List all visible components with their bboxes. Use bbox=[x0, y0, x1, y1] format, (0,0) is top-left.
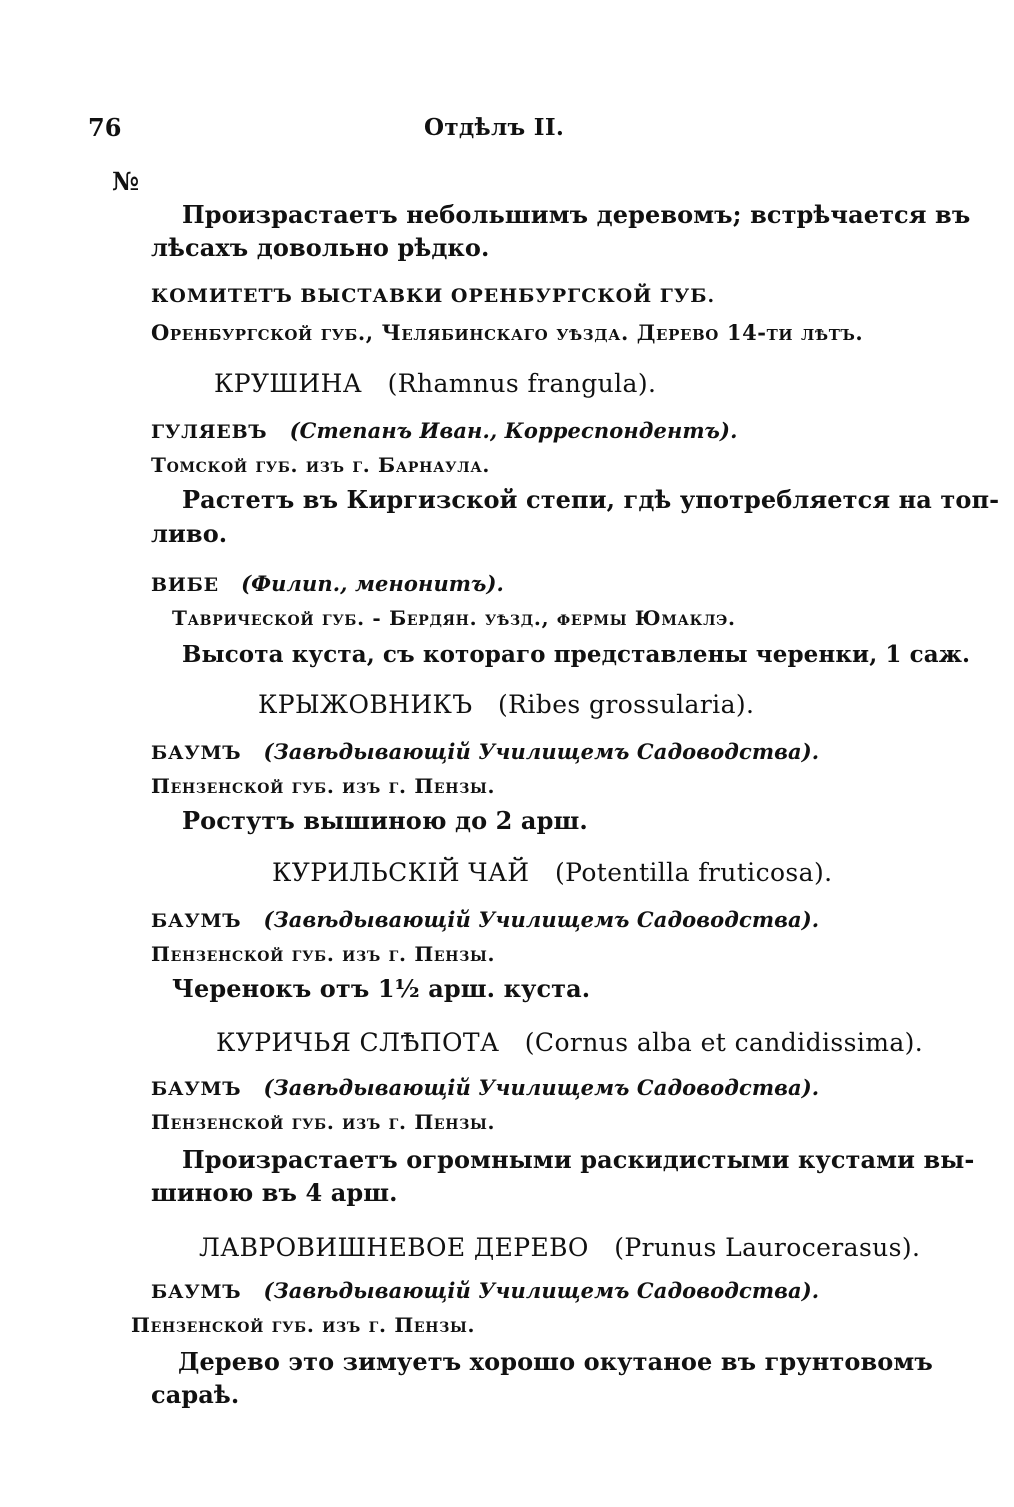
description-line-1: Произрастаетъ небольшимъ деревомъ; встрѣчается въ bbox=[182, 200, 971, 229]
donor-name: БАУМЪ bbox=[151, 910, 242, 932]
donor-guliaev bbox=[151, 420, 738, 442]
location-barnaul: Томской губ. изъ г. Барнаула. bbox=[151, 453, 491, 477]
location-penza-3: Пензенской губ. изъ г. Пензы. bbox=[151, 1110, 496, 1134]
heading-name: КРЫЖОВНИКЪ bbox=[258, 690, 473, 719]
entry-heading-krushina bbox=[214, 371, 656, 396]
description-kirghiz-line-1: Растетъ въ Киргизской степи, гдѣ употребляется на топ- bbox=[182, 485, 1000, 514]
heading-latin: (Potentilla fruticosa). bbox=[554, 858, 833, 887]
description-bush-height: Высота куста, съ котораго представлены черенки, 1 саж. bbox=[182, 641, 971, 668]
donor-note: (Степанъ Иван., Корреспондентъ). bbox=[289, 418, 738, 443]
donor-note: (Завѣдывающій Училищемъ Садоводства). bbox=[263, 739, 820, 764]
description-cutting: Черенокъ отъ 1½ арш. куста. bbox=[172, 974, 591, 1003]
location-penza-1: Пензенской губ. изъ г. Пензы. bbox=[151, 774, 496, 798]
page-number: 76 bbox=[88, 113, 122, 142]
donor-vibe bbox=[151, 573, 504, 595]
number-sign: № bbox=[112, 167, 140, 196]
entry-heading-laurel-cherry bbox=[199, 1235, 920, 1260]
description-laurel-line-1: Дерево это зимуетъ хорошо окутаное въ грунтовомъ bbox=[178, 1347, 933, 1376]
heading-name: КРУШИНА bbox=[214, 369, 363, 398]
heading-name: КУРИЛЬСКІЙ ЧАЙ bbox=[272, 858, 530, 887]
committee-donor: КОМИТЕТЪ ВЫСТАВКИ ОРЕНБУРГСКОЙ ГУБ. bbox=[151, 285, 716, 307]
heading-latin: (Rhamnus frangula). bbox=[387, 369, 657, 398]
donor-name: ГУЛЯЕВЪ bbox=[151, 421, 268, 443]
description-line-2: лѣсахъ довольно рѣдко. bbox=[151, 233, 490, 262]
description-cornus-line-2: шиною въ 4 арш. bbox=[151, 1178, 398, 1207]
heading-latin: (Cornus alba et candidissima). bbox=[524, 1028, 924, 1057]
location-penza-2: Пензенской губ. изъ г. Пензы. bbox=[151, 942, 496, 966]
section-title: Отдѣлъ II. bbox=[424, 114, 565, 141]
heading-name: КУРИЧЬЯ СЛѢПОТА bbox=[216, 1028, 500, 1057]
donor-name: БАУМЪ bbox=[151, 1078, 242, 1100]
donor-note: (Завѣдывающій Училищемъ Садоводства). bbox=[263, 1278, 820, 1303]
donor-name: БАУМЪ bbox=[151, 742, 242, 764]
description-laurel-line-2: сараѣ. bbox=[151, 1380, 240, 1409]
description-gooseberry: Ростутъ вышиною до 2 арш. bbox=[182, 806, 588, 835]
donor-baum-3 bbox=[151, 1077, 819, 1099]
heading-latin: (Ribes grossularia). bbox=[498, 690, 755, 719]
location-berdyansk: Таврической губ. - Бердян. уѣзд., фермы Юмаклэ. bbox=[172, 606, 736, 630]
donor-note: (Филип., менонитъ). bbox=[241, 571, 504, 596]
donor-note: (Завѣдывающій Училищемъ Садоводства). bbox=[263, 907, 820, 932]
entry-heading-gooseberry bbox=[258, 692, 754, 717]
description-cornus-line-1: Произрастаетъ огромными раскидистыми кустами вы- bbox=[182, 1145, 975, 1174]
donor-name: БАУМЪ bbox=[151, 1281, 242, 1303]
heading-latin: (Prunus Laurocerasus). bbox=[614, 1233, 921, 1262]
location-penza-4: Пензенской губ. изъ г. Пензы. bbox=[131, 1313, 476, 1337]
entry-heading-cornus bbox=[216, 1030, 923, 1055]
donor-note: (Завѣдывающій Училищемъ Садоводства). bbox=[263, 1075, 820, 1100]
committee-location: Оренбургской губ., Челябинскаго уѣзда. Дерево 14-ти лѣтъ. bbox=[151, 320, 864, 345]
donor-name: ВИБЕ bbox=[151, 574, 219, 596]
entry-heading-kuril-tea bbox=[272, 860, 832, 885]
donor-baum-1 bbox=[151, 741, 819, 763]
description-kirghiz-line-2: ливо. bbox=[151, 519, 228, 548]
heading-name: ЛАВРОВИШНЕВОЕ ДЕРЕВО bbox=[199, 1233, 589, 1262]
donor-baum-4 bbox=[151, 1280, 819, 1302]
donor-baum-2 bbox=[151, 909, 819, 931]
